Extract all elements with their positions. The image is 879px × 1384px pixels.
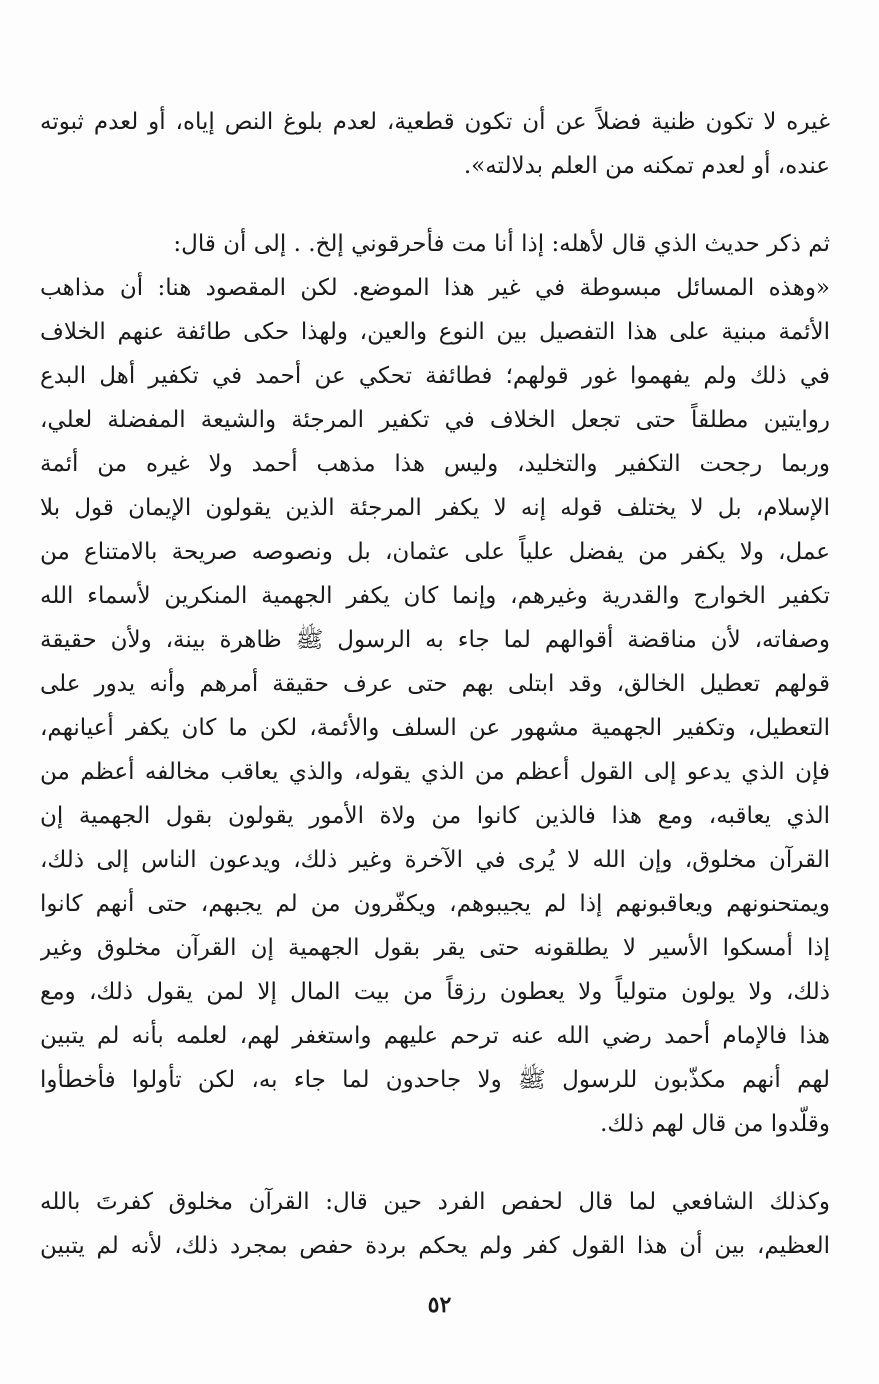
text-line: «وهذه المسائل مبسوطة في غير هذا الموضع. لكن المقصود هنا: أن مذاهب xyxy=(40,275,830,301)
text-line: وكذلك الشافعي لما قال لحفص الفرد حين قال: القرآن مخلوق كفرتَ بالله xyxy=(40,1189,830,1215)
text-line: الإسلام، بل لا يختلف قوله إنه لا يكفر المرجئة الذين يقولون الإيمان قول بلا xyxy=(40,495,830,521)
paragraph-shafii xyxy=(40,1180,830,1268)
text-line: الأئمة مبنية على هذا التفصيل بين النوع والعين، ولهذا حكى طائفة عنهم الخلاف xyxy=(40,319,830,345)
text-line: العظيم، بين أن هذا القول كفر ولم يحكم بردة حفص بمجرد ذلك، لأنه لم يتبين xyxy=(40,1233,830,1259)
text-line: وربما رجحت التكفير والتخليد، وليس هذا مذهب أحمد ولا غيره من أئمة xyxy=(40,451,830,477)
text-line: ويمتحنونهم ويعاقبونهم إذا لم يجيبوهم، ويكفّرون من لم يجبهم، حتى أنهم كانوا xyxy=(40,891,830,917)
text-line: عمل، ولا يكفر من يفضل علياً على عثمان، بل ونصوصه صريحة بالامتناع من xyxy=(40,539,830,565)
text-line: التعطيل، وتكفير الجهمية مشهور عن السلف والأئمة، لكن ما كان يكفر أعيانهم، xyxy=(40,715,830,741)
text-line: في ذلك ولم يفهموا غور قولهم؛ فطائفة تحكي عن أحمد في تكفير أهل البدع xyxy=(40,363,830,389)
text-line: الذي يعاقبه، ومع هذا فالذين كانوا من ولاة الأمور يقولون بقول الجهمية إن xyxy=(40,803,830,829)
paragraph-quote xyxy=(40,222,830,1146)
text-line: روايتين مطلقاً حتى تجعل الخلاف في تكفير المرجئة والشيعة المفضلة لعلي، xyxy=(40,407,830,433)
text-line: لهم أنهم مكذّبون للرسول ﷺ ولا جاحدون لما جاء به، لكن تأولوا فأخطأوا xyxy=(40,1067,830,1093)
text-line: قولهم تعطيل الخالق، وقد ابتلى بهم حتى عرف حقيقة أمرهم وأنه يدور على xyxy=(40,671,830,697)
text-line: ثم ذكر حديث الذي قال لأهله: إذا أنا مت فأحرقوني إلخ. . إلى أن قال: xyxy=(173,231,830,257)
text-line: ذلك، ولا يولون متولياً ولا يعطون رزقاً من بيت المال إلا لمن يقول ذلك، ومع xyxy=(40,979,830,1005)
text-line: وقلّدوا من قال لهم ذلك. xyxy=(600,1111,830,1137)
text-line: فإن الذي يدعو إلى القول أعظم من الذي يقوله، والذي يعاقب مخالفه أعظم من xyxy=(40,759,830,785)
text-line: وصفاته، لأن مناقضة أقوالهم لما جاء به الرسول ﷺ ظاهرة بينة، ولأن حقيقة xyxy=(40,627,830,653)
text-line: غيره لا تكون ظنية فضلاً عن أن تكون قطعية، لعدم بلوغ النص إياه، أو لعدم ثبوته xyxy=(40,109,830,135)
paragraph-continuation xyxy=(40,100,830,188)
text-line: إذا أمسكوا الأسير لا يطلقونه حتى يقر بقول الجهمية إن القرآن مخلوق وغير xyxy=(40,935,830,961)
text-line: تكفير الخوارج والقدرية وغيرهم، وإنما كان يكفر الجهمية المنكرين لأسماء الله xyxy=(40,583,830,609)
text-line: عنده، أو لعدم تمكنه من العلم بدلالته». xyxy=(463,153,830,179)
page-number: ٥٢ xyxy=(427,1292,452,1318)
text-line: هذا فالإمام أحمد رضي الله عنه ترحم عليهم واستغفر لهم، لعلمه بأنه لم يتبين xyxy=(40,1023,830,1049)
text-line: القرآن مخلوق، وإن الله لا يُرى في الآخرة وغير ذلك، ويدعون الناس إلى ذلك، xyxy=(40,847,830,873)
